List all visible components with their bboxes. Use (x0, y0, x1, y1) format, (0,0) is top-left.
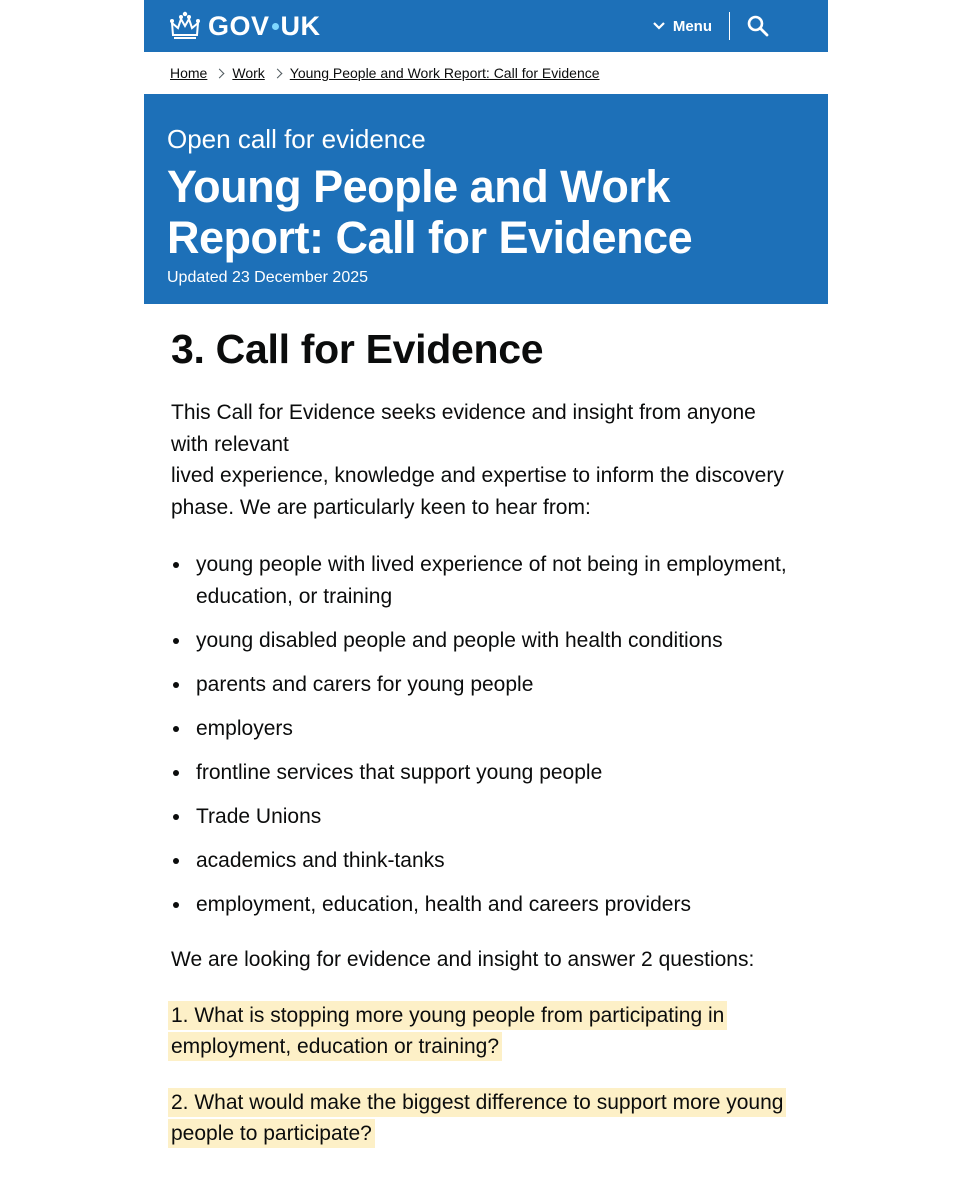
menu-label: Menu (672, 17, 712, 35)
page-title (167, 161, 828, 263)
questions-intro: We are looking for evidence and insight to answer 2 questions: (171, 948, 755, 971)
document-type-caption: Open call for evidence (167, 124, 426, 154)
list-item: young disabled people and people with health conditions (171, 625, 798, 657)
page-title-line-1: Young People and Work (167, 161, 670, 212)
header-divider (729, 12, 730, 40)
updated-date: Updated 23 December 2025 (167, 269, 369, 286)
section-heading: 3. Call for Evidence (171, 326, 544, 372)
govuk-logo-link[interactable] (168, 11, 321, 42)
crown-icon (168, 11, 202, 41)
chevron-down-icon (653, 22, 665, 30)
intro-paragraph (171, 397, 798, 523)
govuk-logotype (208, 11, 321, 42)
list-item: academics and think-tanks (171, 845, 798, 877)
breadcrumb-separator-icon (272, 68, 282, 78)
question-1 (171, 1000, 798, 1063)
breadcrumb-link-work[interactable]: Work (232, 65, 265, 81)
logo-text-uk: UK (280, 10, 321, 41)
page-title-line-2: Report: Call for Evidence (167, 212, 693, 263)
logo-text-gov: GOV (208, 10, 270, 41)
intro-line-1: This Call for Evidence seeks evidence and insight from anyone with relevant (171, 401, 756, 456)
page (144, 0, 828, 1150)
list-item: employment, education, health and careers providers (171, 889, 798, 921)
audience-list (171, 549, 798, 920)
breadcrumb (144, 52, 828, 94)
list-item: employers (171, 713, 798, 745)
breadcrumb-link-home[interactable]: Home (170, 65, 208, 81)
intro-line-2: lived experience, knowledge and expertise to inform the discovery phase. We are particularly keen to hear from: (171, 464, 784, 519)
list-item: young people with lived experience of not being in employment, education, or training (171, 549, 798, 612)
search-icon[interactable] (746, 14, 770, 38)
question-2 (171, 1087, 798, 1150)
menu-button[interactable] (653, 0, 712, 52)
highlighted-question-1: 1. What is stopping more young people from participating in employment, education or training? (171, 1003, 725, 1058)
main-content (144, 326, 828, 1150)
list-item: parents and carers for young people (171, 669, 798, 701)
breadcrumb-separator-icon (215, 68, 225, 78)
logo-dot (272, 23, 279, 30)
breadcrumb-link-current[interactable]: Young People and Work Report: Call for Evidence (289, 65, 600, 81)
list-item: frontline services that support young people (171, 757, 798, 789)
govuk-header (144, 0, 828, 52)
list-item: Trade Unions (171, 801, 798, 833)
highlighted-question-2: 2. What would make the biggest difference to support more young people to participate? (171, 1090, 784, 1145)
title-banner (144, 94, 828, 304)
